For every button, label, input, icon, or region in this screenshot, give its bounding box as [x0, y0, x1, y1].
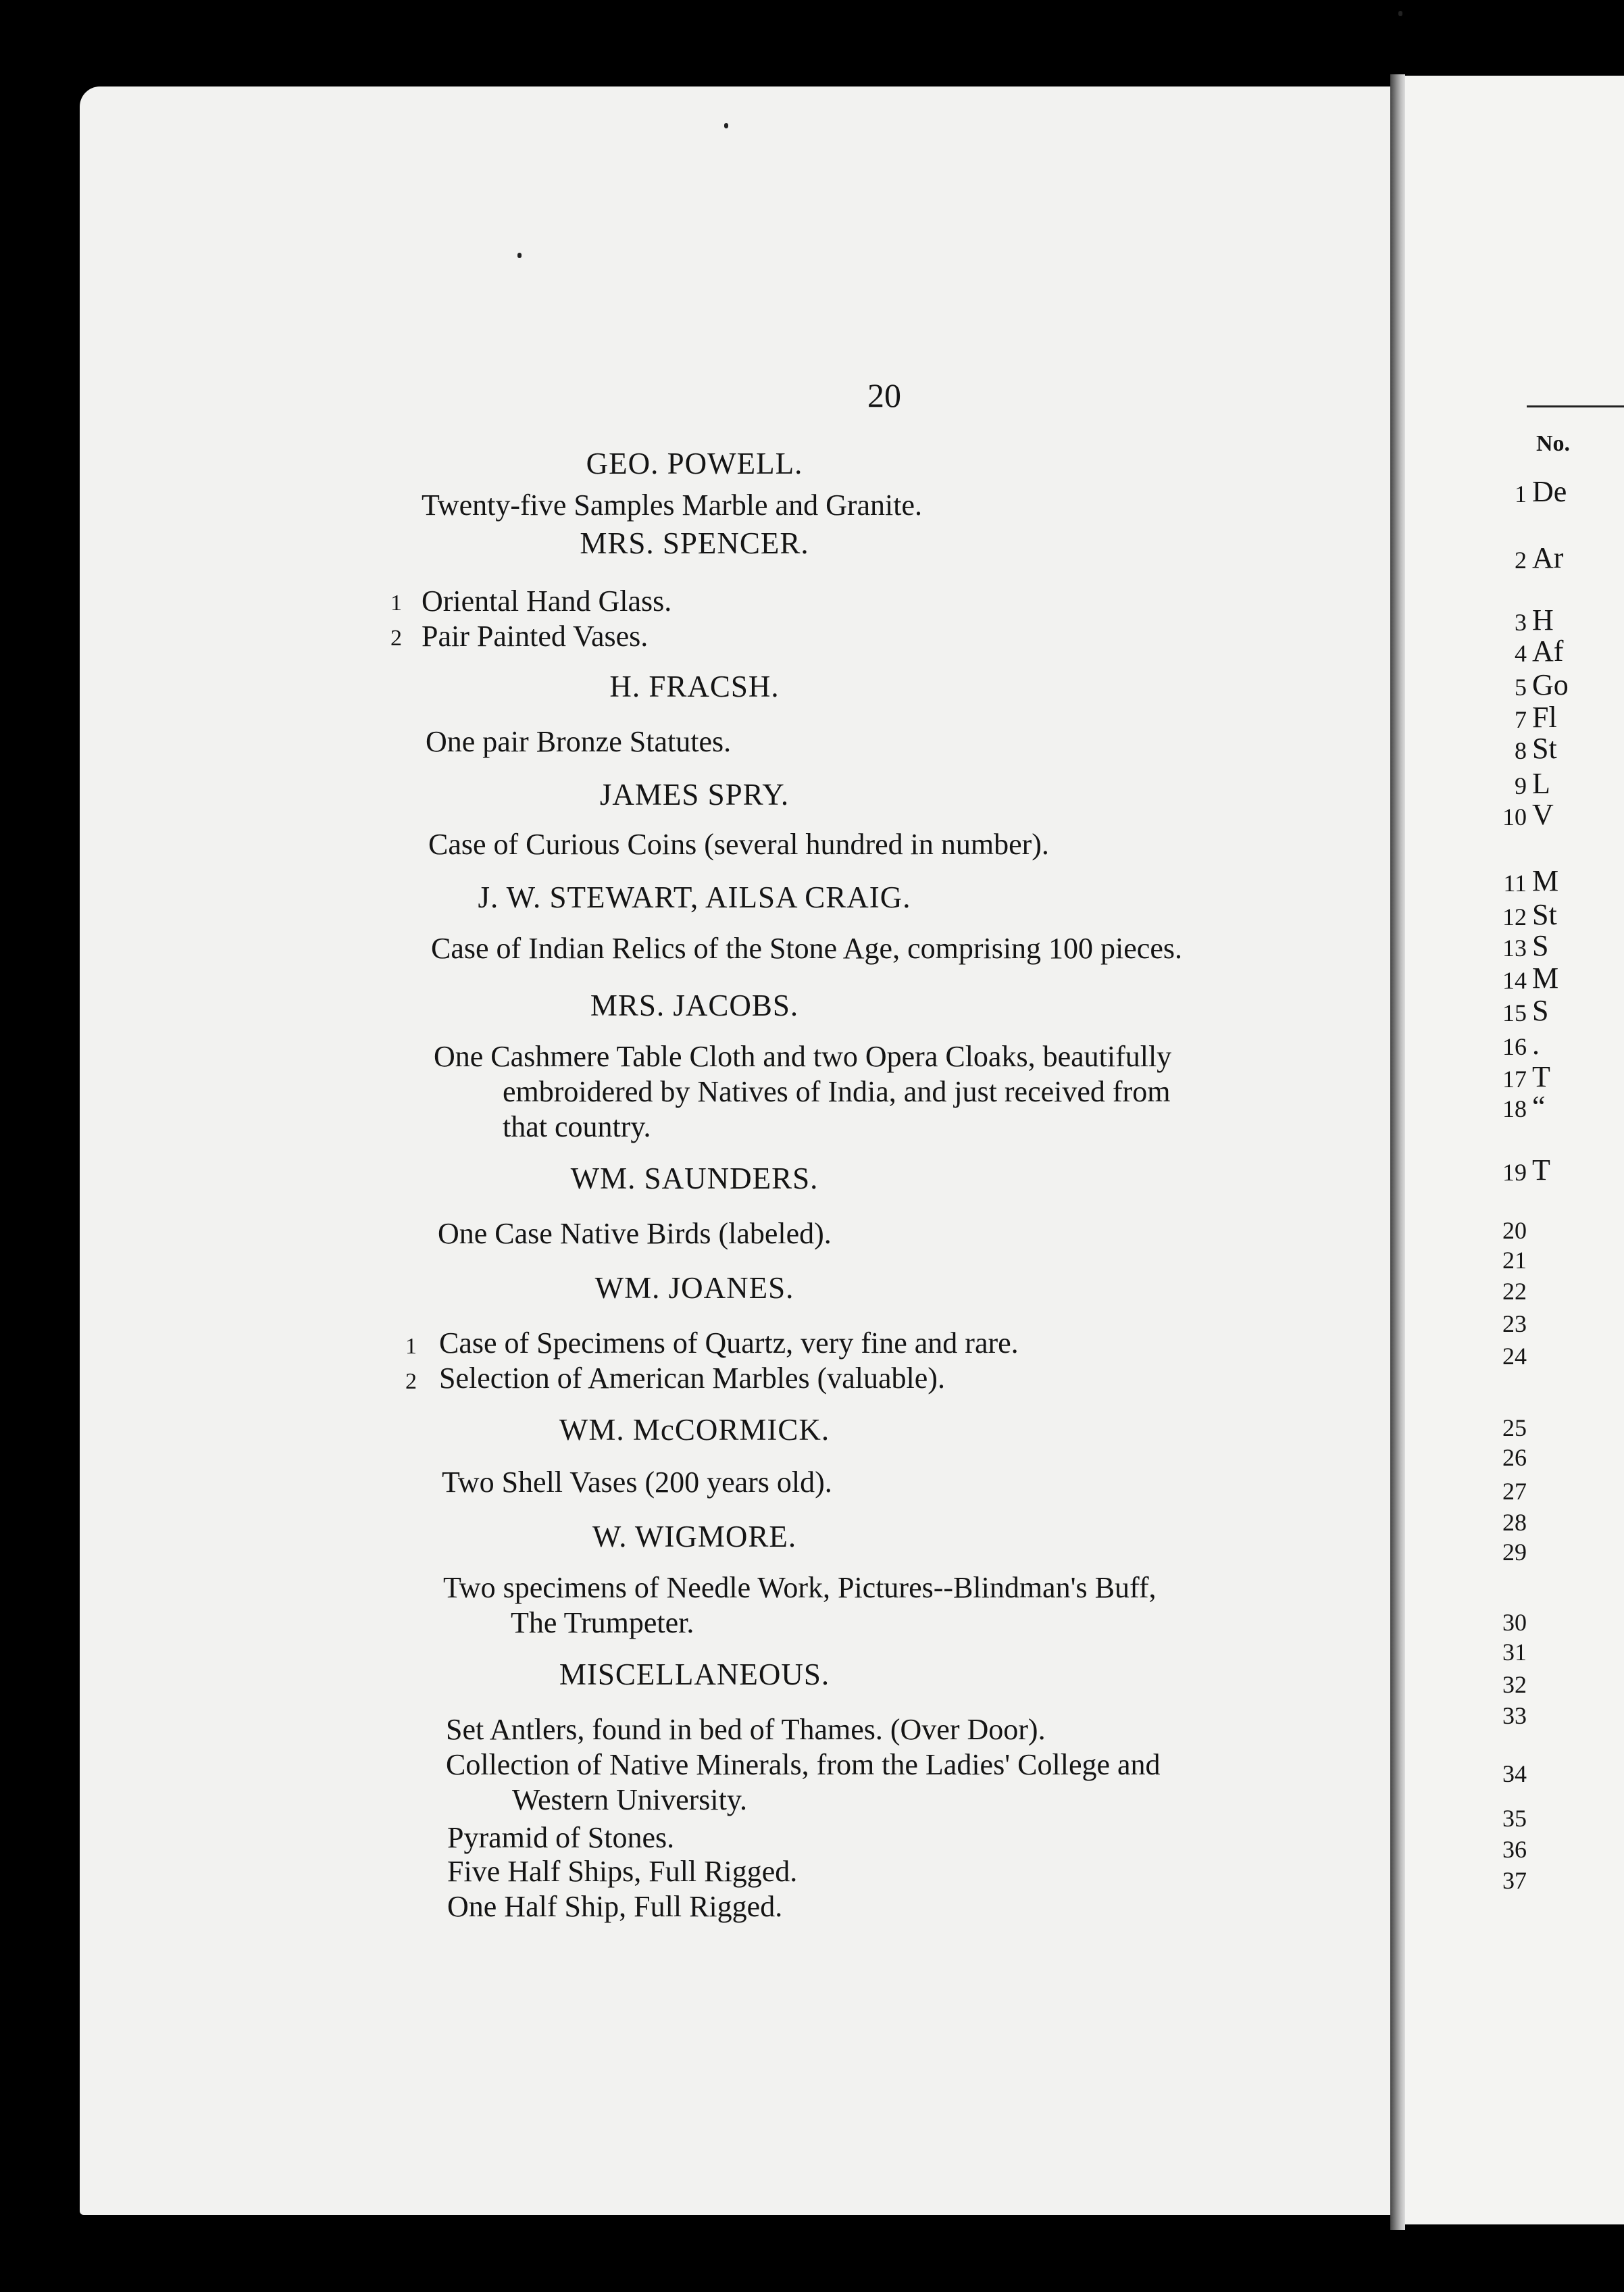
right-row-text: St	[1532, 732, 1557, 765]
right-row-number: 4	[1515, 640, 1527, 667]
right-row-number: 33	[1502, 1702, 1527, 1729]
right-row-number: 11	[1503, 870, 1527, 897]
right-row-number: 29	[1502, 1539, 1527, 1566]
right-row-number: 20	[1502, 1217, 1527, 1244]
right-row-number: 28	[1502, 1509, 1527, 1536]
section-line: that country.	[503, 1110, 651, 1143]
right-row-number: 37	[1502, 1867, 1527, 1894]
right-row-text: St	[1532, 898, 1557, 931]
right-row-number: 5	[1515, 674, 1527, 701]
section-line: The Trumpeter.	[511, 1606, 694, 1639]
section-heading-stewart: J. W. STEWART, AILSA CRAIG.	[478, 880, 911, 914]
right-row-text: L	[1532, 767, 1550, 800]
right-row-number: 19	[1502, 1159, 1527, 1186]
right-row-text: .	[1532, 1028, 1540, 1061]
right-row-number: 30	[1502, 1609, 1527, 1636]
book-gutter	[1390, 74, 1405, 2230]
right-row-text: M	[1532, 962, 1559, 995]
right-row-number: 32	[1502, 1671, 1527, 1698]
section-heading-spry: JAMES SPRY.	[599, 778, 790, 812]
right-row-number: 14	[1502, 967, 1527, 994]
section-line: Pyramid of Stones.	[447, 1821, 675, 1854]
section-heading-jacobs: MRS. JACOBS.	[590, 989, 799, 1022]
right-row-number: 15	[1502, 999, 1527, 1026]
right-row-text: H	[1532, 603, 1554, 637]
section-line: Case of Indian Relics of the Stone Age, comprising 100 pieces.	[431, 932, 1182, 965]
right-row-number: 34	[1502, 1760, 1527, 1787]
section-heading-powell: GEO. POWELL.	[586, 447, 803, 480]
section-line: Five Half Ships, Full Rigged.	[447, 1855, 798, 1888]
item-text: Selection of American Marbles (valuable).	[439, 1362, 945, 1395]
section-line: One pair Bronze Statutes.	[426, 725, 732, 758]
right-row-text: Ar	[1532, 541, 1564, 574]
section-heading-fracsh: H. FRACSH.	[609, 670, 780, 703]
item-number: 1	[390, 591, 402, 616]
section-heading-miscellaneous: MISCELLANEOUS.	[559, 1658, 830, 1691]
page-number: 20	[867, 376, 901, 414]
right-row-number: 10	[1502, 803, 1527, 830]
right-row-number: 2	[1515, 547, 1527, 574]
right-row-number: 12	[1502, 903, 1527, 930]
section-heading-wigmore: W. WIGMORE.	[592, 1520, 797, 1553]
right-row-number: 17	[1502, 1066, 1527, 1093]
right-row-text: T	[1532, 1153, 1550, 1187]
section-line: Two Shell Vases (200 years old).	[442, 1466, 832, 1499]
right-row-number: 23	[1502, 1310, 1527, 1337]
right-row-number: 26	[1502, 1444, 1527, 1471]
right-row-number: 35	[1502, 1805, 1527, 1832]
section-heading-saunders: WM. SAUNDERS.	[570, 1162, 819, 1195]
item-number: 1	[405, 1334, 417, 1359]
right-row-number: 31	[1502, 1639, 1527, 1666]
section-line: One Case Native Birds (labeled).	[438, 1217, 832, 1250]
section-line: embroidered by Natives of India, and just received from	[503, 1075, 1171, 1108]
right-row-number: 18	[1502, 1095, 1527, 1122]
right-row-text: T	[1532, 1060, 1550, 1093]
right-page	[1405, 76, 1624, 2224]
right-row-text: “	[1532, 1090, 1546, 1123]
left-page-text	[80, 86, 1398, 2215]
right-row-text: S	[1532, 994, 1549, 1027]
right-row-number: 7	[1515, 706, 1527, 733]
section-line: Two specimens of Needle Work, Pictures--Blindman's Buff,	[443, 1571, 1157, 1604]
item-number: 2	[390, 626, 402, 651]
section-line: One Cashmere Table Cloth and two Opera Cloaks, beautifully	[434, 1040, 1172, 1073]
right-row-number: 13	[1502, 935, 1527, 962]
right-row-number: 27	[1502, 1478, 1527, 1505]
page-speck	[517, 253, 522, 258]
section-heading-joanes: WM. JOANES.	[594, 1271, 794, 1305]
right-row-number: 25	[1502, 1414, 1527, 1441]
right-row-text: Go	[1532, 668, 1569, 701]
right-page-header: No.	[1536, 431, 1571, 456]
section-line: Case of Curious Coins (several hundred in number).	[428, 828, 1049, 861]
right-row-number: 3	[1515, 609, 1527, 636]
left-page	[80, 86, 1398, 2215]
section-line: One Half Ship, Full Rigged.	[447, 1890, 783, 1923]
right-row-text: V	[1532, 798, 1554, 831]
right-row-text: Af	[1532, 634, 1564, 668]
right-row-number: 9	[1515, 772, 1527, 799]
right-page-rule	[1527, 405, 1624, 407]
section-line: Western University.	[512, 1783, 747, 1816]
item-text: Oriental Hand Glass.	[422, 584, 672, 618]
right-row-number: 1	[1515, 480, 1527, 507]
item-text: Pair Painted Vases.	[422, 620, 649, 653]
right-row-number: 8	[1515, 737, 1527, 764]
right-row-number: 24	[1502, 1343, 1527, 1370]
right-row-text: M	[1532, 864, 1559, 897]
page-speck	[724, 123, 728, 128]
section-heading-mccormick: WM. McCORMICK.	[559, 1413, 830, 1447]
section-heading-spencer: MRS. SPENCER.	[580, 526, 809, 560]
section-line: Twenty-five Samples Marble and Granite.	[422, 489, 923, 522]
right-row-text: S	[1532, 929, 1549, 962]
right-row-number: 36	[1502, 1836, 1527, 1863]
item-number: 2	[405, 1369, 417, 1394]
right-row-number: 21	[1502, 1247, 1527, 1274]
right-row-number: 22	[1502, 1278, 1527, 1305]
item-text: Case of Specimens of Quartz, very fine and rare.	[439, 1326, 1019, 1360]
page-speck	[1398, 11, 1402, 16]
right-row-number: 16	[1502, 1033, 1527, 1060]
section-line: Set Antlers, found in bed of Thames. (Over Door).	[446, 1713, 1046, 1746]
right-row-text: De	[1532, 475, 1567, 508]
right-row-text: Fl	[1532, 701, 1557, 734]
section-line: Collection of Native Minerals, from the Ladies' College and	[446, 1748, 1161, 1781]
